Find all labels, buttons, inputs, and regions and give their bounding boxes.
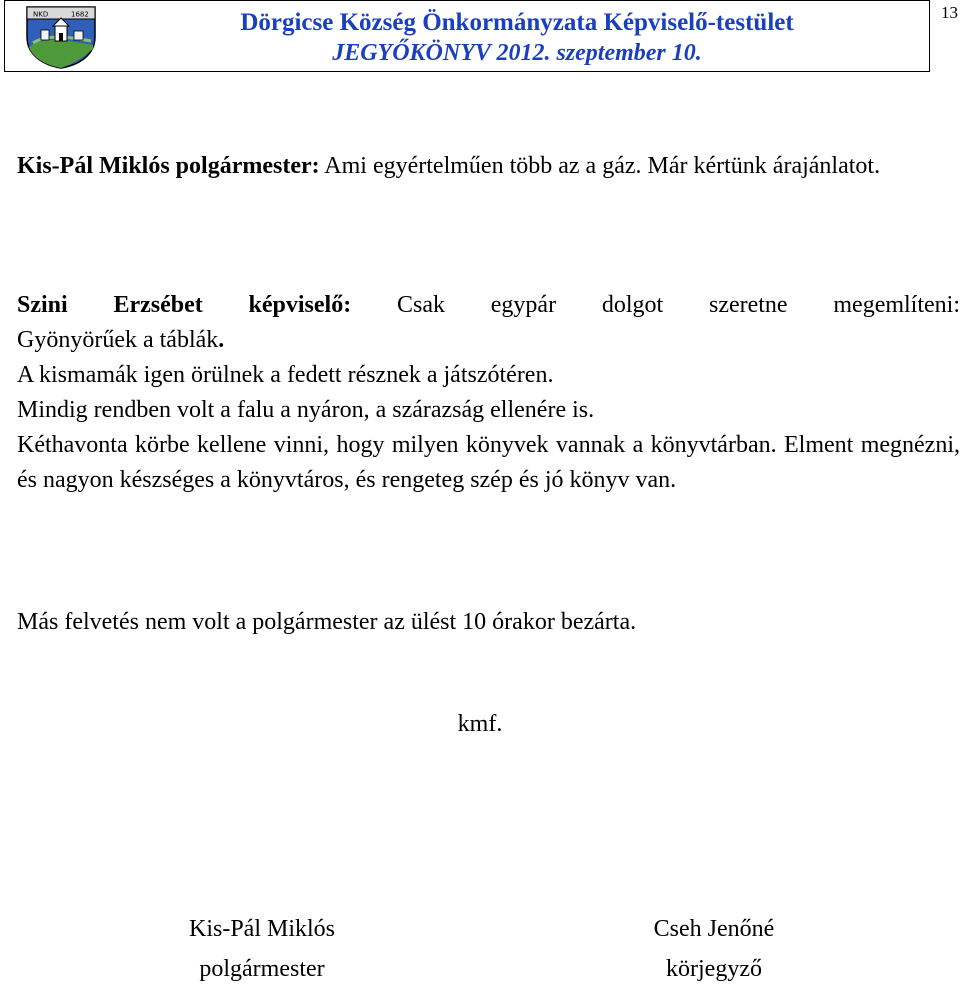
signature-name: Kis-Pál Miklós — [188, 916, 335, 942]
signature-role: körjegyző — [666, 956, 762, 982]
signature-right — [604, 909, 824, 989]
village-crest-icon — [19, 3, 103, 69]
crest-graphic — [19, 3, 103, 69]
paragraph-playground: A kismamák igen örülnek a fedett résznek a játszótéren. — [17, 362, 554, 388]
signature-left — [152, 909, 372, 989]
crest-left-text: NKD — [33, 10, 49, 19]
speaker-label: Szini Erzsébet képviselő: — [17, 292, 352, 318]
kmf-label: kmf. — [457, 711, 503, 737]
speaker-label: Kis-Pál Miklós polgármester: — [17, 153, 320, 179]
paragraph-text: Gyönyörűek a táblák — [17, 327, 219, 353]
signature-role: polgármester — [199, 956, 325, 982]
signature-name: Cseh Jenőné — [653, 916, 775, 942]
page-number: 13 — [941, 3, 958, 22]
paragraph-period: . — [218, 327, 225, 353]
paragraph-text: Ami egyértelműen több az a gáz. Már kértünk árajánlatot. — [319, 153, 881, 179]
paragraph-text: Csak egypár dolgot szeretne megemlíteni: — [351, 292, 960, 318]
paragraph-representative-line1 — [17, 288, 960, 323]
header-subtitle: JEGYŐKÖNYV 2012. szeptember 10. — [332, 40, 702, 66]
paragraph-representative-line2 — [17, 323, 960, 358]
document-header — [4, 0, 930, 72]
header-title: Dörgicse Község Önkormányzata Képviselő-testület — [240, 9, 794, 36]
paragraph-library: Kéthavonta körbe kellene vinni, hogy milyen könyvek vannak a könyvtárban. Elment megnézni, és nagyon készséges a könyvtáros, és rengeteg szép és jó könyv van. — [17, 432, 960, 493]
crest-year-text: 1682 — [71, 10, 89, 19]
paragraph-mayor — [17, 149, 960, 184]
paragraph-village: Mindig rendben volt a falu a nyáron, a szárazság ellenére is. — [17, 397, 595, 423]
paragraph-closing: Más felvetés nem volt a polgármester az ülést 10 órakor bezárta. — [17, 609, 637, 635]
